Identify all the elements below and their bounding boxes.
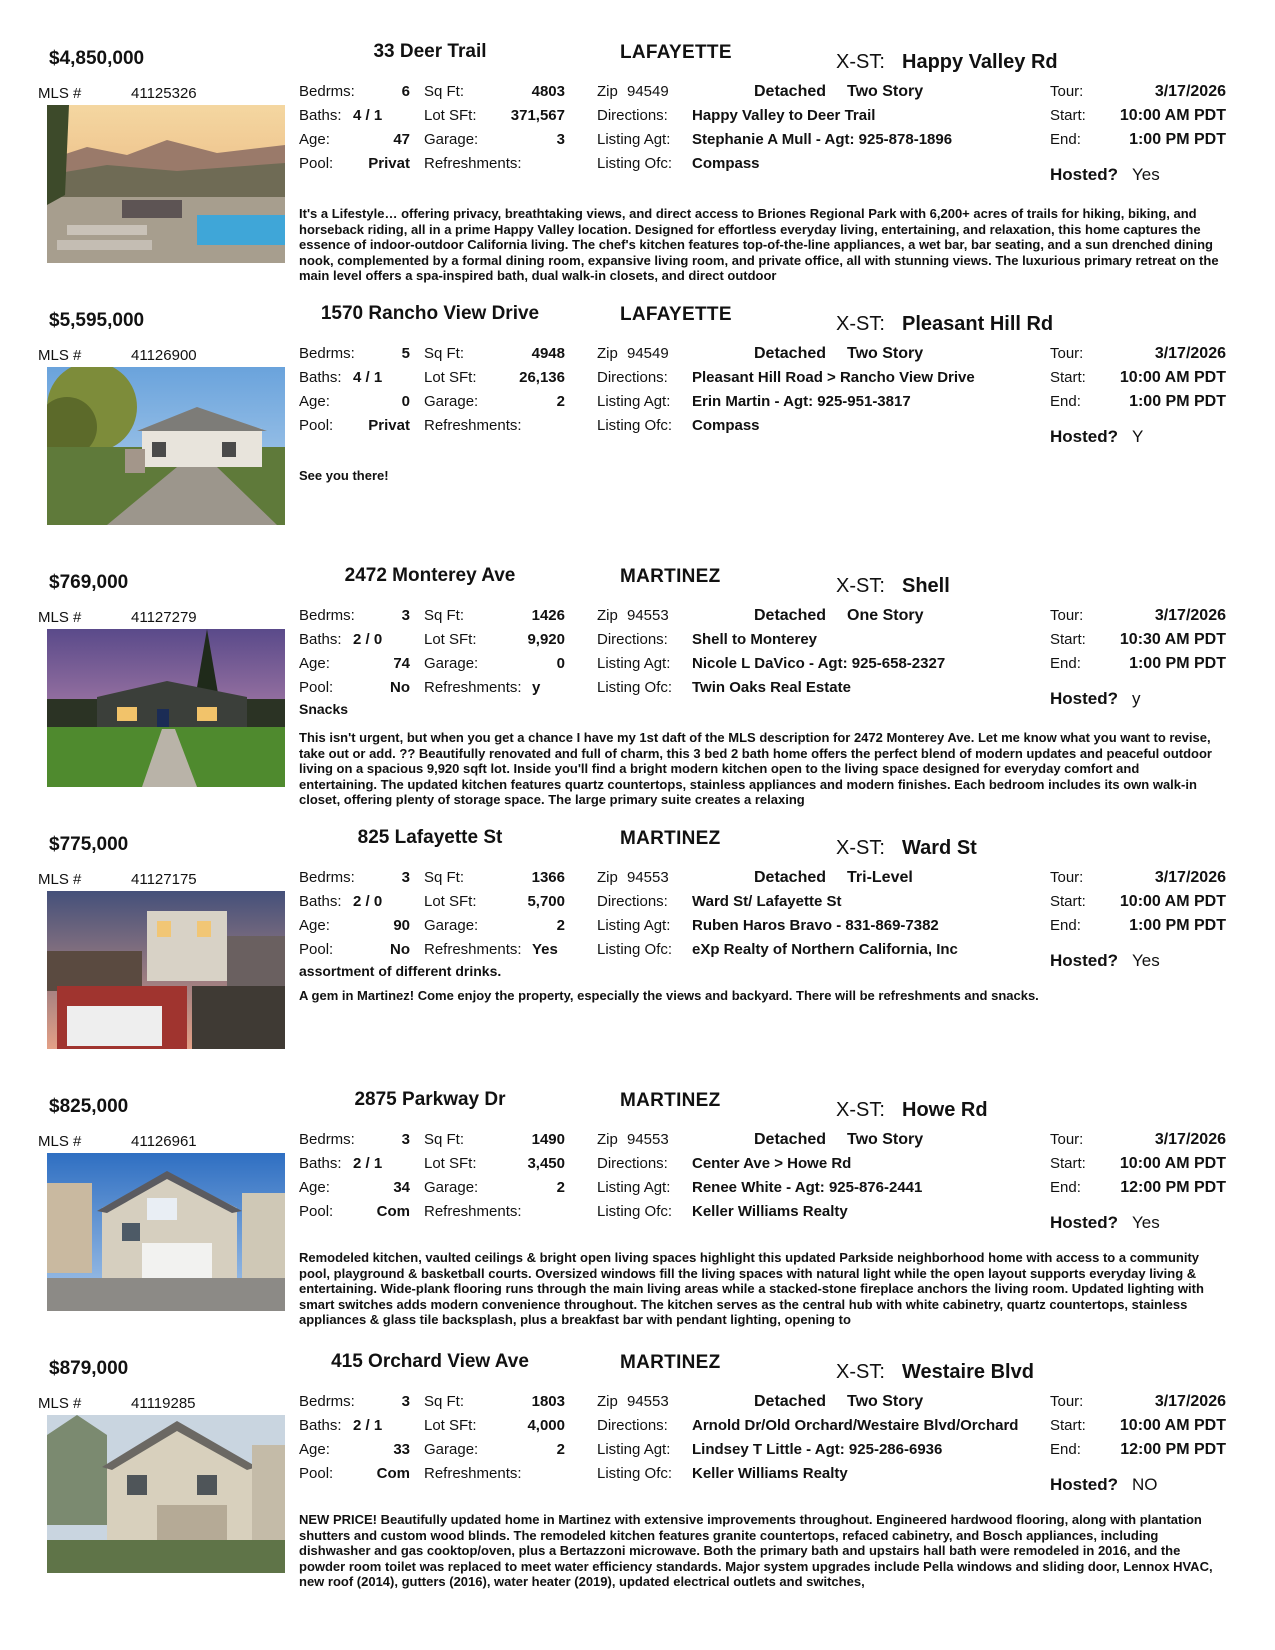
end-label: End: (1050, 1441, 1081, 1458)
cross-street-value: Ward St (902, 837, 977, 859)
listing-office-value: Keller Williams Realty (692, 1465, 848, 1482)
zip-value: 94549 (627, 83, 669, 100)
listing-office-label: Listing Ofc: (597, 941, 673, 958)
tour-date: 3/17/2026 (1154, 83, 1226, 100)
start-time: 10:00 AM PDT (1119, 107, 1226, 124)
sqft-value: 4803 (531, 83, 565, 100)
lotsft-label: Lot SFt: (424, 1155, 477, 1172)
garage-label: Garage: (424, 1441, 479, 1458)
refreshments-label: Refreshments: (424, 941, 522, 958)
listing-address: 33 Deer Trail (373, 41, 487, 62)
end-label: End: (1050, 655, 1081, 672)
listing-description: Remodeled kitchen, vaulted ceilings & bright open living spaces highlight this updated Parkside neighborhood home with access to a community pool, playground & basketball courts. Oversized windows fill the living spaces with natural light while the open layout supports everyday living & entertaining. Wide-plank flooring runs through the main living areas while a stacked-stone fireplace anchors the living room. Updated lighting with smart switches adds modern convenience throughout. The kitchen serves as the central hub with white cabinetry, quartz countertops, stainless appliances & glass tile backsplash, plus a breakfast bar with pendant lighting, opening to (299, 1250, 1204, 1328)
hosted-value: NO (1132, 1475, 1158, 1494)
lotsft-label: Lot SFt: (424, 631, 477, 648)
directions-value: Arnold Dr/Old Orchard/Westaire Blvd/Orchard (692, 1417, 1019, 1434)
property-type: Detached (754, 1131, 827, 1148)
listing-agent-value[interactable]: Renee White - Agt: 925-876-2441 (692, 1179, 923, 1196)
age-label: Age: (299, 1179, 330, 1196)
mls-number: 41119285 (131, 1395, 196, 1412)
sqft-value: 1803 (531, 1393, 565, 1410)
tour-date: 3/17/2026 (1154, 345, 1226, 362)
property-style: Two Story (847, 1131, 924, 1148)
baths-value: 4 / 1 (353, 369, 383, 386)
directions-label: Directions: (597, 631, 668, 648)
lotsft-value: 3,450 (527, 1155, 565, 1172)
refreshments-note: Snacks (299, 701, 349, 717)
zip-label: Zip (597, 869, 618, 886)
tour-date: 3/17/2026 (1154, 607, 1226, 624)
cross-street-label: X-ST: (836, 575, 885, 597)
bedrms-label: Bedrms: (299, 83, 355, 100)
listing-card (0, 300, 1275, 562)
tour-label: Tour: (1050, 607, 1084, 624)
hosted-value: y (1132, 689, 1141, 708)
tour-date: 3/17/2026 (1154, 1131, 1226, 1148)
start-time: 10:00 AM PDT (1119, 369, 1226, 386)
listing-office-value: Compass (692, 155, 760, 172)
zip-value: 94553 (627, 1131, 669, 1148)
garage-value: 3 (556, 131, 565, 148)
start-time: 10:00 AM PDT (1119, 893, 1226, 910)
listing-description: A gem in Martinez! Come enjoy the property, especially the views and backyard. There will be refreshments and snacks. (299, 988, 1039, 1003)
listing-card (0, 38, 1275, 300)
listing-city: LAFAYETTE (620, 304, 732, 325)
listing-agent-value[interactable]: Lindsey T Little - Agt: 925-286-6936 (692, 1441, 943, 1458)
listing-agent-label: Listing Agt: (597, 131, 671, 148)
tour-label: Tour: (1050, 83, 1084, 100)
end-label: End: (1050, 393, 1081, 410)
mls-label: MLS # (38, 1133, 82, 1150)
age-label: Age: (299, 917, 330, 934)
mls-label: MLS # (38, 871, 82, 888)
listing-address: 825 Lafayette St (357, 827, 503, 848)
start-label: Start: (1050, 1155, 1086, 1172)
zip-label: Zip (597, 345, 618, 362)
tour-label: Tour: (1050, 1131, 1084, 1148)
property-style: Two Story (847, 83, 924, 100)
hosted-label: Hosted? (1050, 1213, 1118, 1232)
property-photo (47, 367, 285, 525)
refreshments-value: y (532, 679, 541, 696)
sqft-label: Sq Ft: (424, 345, 465, 362)
lotsft-label: Lot SFt: (424, 369, 477, 386)
cross-street-label: X-ST: (836, 1361, 885, 1383)
listing-price: $775,000 (49, 834, 129, 855)
directions-value: Ward St/ Lafayette St (692, 893, 842, 910)
mls-label: MLS # (38, 1395, 82, 1412)
garage-value: 2 (556, 1179, 565, 1196)
bedrms-value: 3 (401, 607, 410, 624)
mls-number: 41127279 (131, 609, 197, 626)
directions-value: Center Ave > Howe Rd (692, 1155, 852, 1172)
directions-value: Pleasant Hill Road > Rancho View Drive (692, 369, 975, 386)
lotsft-value: 371,567 (510, 107, 565, 124)
bedrms-value: 6 (401, 83, 410, 100)
lotsft-label: Lot SFt: (424, 1417, 477, 1434)
zip-label: Zip (597, 607, 618, 624)
mls-number: 41125326 (131, 85, 197, 102)
listing-city: MARTINEZ (620, 1352, 721, 1373)
tour-date: 3/17/2026 (1154, 869, 1226, 886)
sqft-value: 4948 (531, 345, 565, 362)
pool-value: Com (376, 1465, 410, 1482)
garage-label: Garage: (424, 655, 479, 672)
directions-value: Shell to Monterey (692, 631, 818, 648)
property-style: Two Story (847, 1393, 924, 1410)
start-label: Start: (1050, 893, 1086, 910)
refreshments-value: Yes (532, 941, 558, 958)
age-label: Age: (299, 131, 330, 148)
baths-label: Baths: (299, 1417, 342, 1434)
listing-agent-value[interactable]: Erin Martin - Agt: 925-951-3817 (692, 393, 911, 410)
listing-address: 415 Orchard View Ave (331, 1351, 529, 1372)
baths-label: Baths: (299, 369, 342, 386)
pool-value: Privat (368, 155, 410, 172)
start-label: Start: (1050, 369, 1086, 386)
listing-agent-label: Listing Agt: (597, 393, 671, 410)
lotsft-value: 26,136 (519, 369, 565, 386)
listing-agent-label: Listing Agt: (597, 655, 671, 672)
hosted-value: Yes (1132, 1213, 1160, 1232)
listing-office-label: Listing Ofc: (597, 417, 673, 434)
hosted-label: Hosted? (1050, 689, 1118, 708)
end-time: 12:00 PM PDT (1120, 1441, 1226, 1458)
property-photo (47, 629, 285, 787)
property-style: One Story (847, 607, 924, 624)
cross-street-value: Howe Rd (902, 1099, 988, 1121)
garage-value: 2 (556, 917, 565, 934)
listing-city: MARTINEZ (620, 828, 721, 849)
start-label: Start: (1050, 1417, 1086, 1434)
property-style: Tri-Level (847, 869, 913, 886)
pool-label: Pool: (299, 679, 334, 696)
listing-office-label: Listing Ofc: (597, 1203, 673, 1220)
lotsft-value: 4,000 (527, 1417, 565, 1434)
hosted-label: Hosted? (1050, 951, 1118, 970)
listing-card (0, 1086, 1275, 1348)
end-time: 1:00 PM PDT (1129, 393, 1226, 410)
lotsft-label: Lot SFt: (424, 107, 477, 124)
property-type: Detached (754, 869, 827, 886)
listing-description: NEW PRICE! Beautifully updated home in Martinez with extensive improvements throughout. Engineered hardwood flooring, along with plantation shutters and custom wood blinds. The remodeled kitchen features granite countertops, refaced cabinetry, and Bosch appliances, including dishwasher and gas cooktop/oven, plus a Bertazzoni microwave. Both the primary bath and upstairs hall bath were remodeled in 2016, and the powder room toilet was replaced to meet water efficiency standards. Major system upgrades include Pella windows and sliding door, Lennox HVAC, new roof (2014), gutters (2016), water heater (2019), updated electrical outlets and switches, (299, 1512, 1213, 1590)
listing-address: 2875 Parkway Dr (354, 1089, 506, 1110)
mls-number: 41127175 (131, 871, 197, 888)
pool-value: Com (376, 1203, 410, 1220)
zip-label: Zip (597, 1393, 618, 1410)
hosted-value: Yes (1132, 165, 1160, 184)
zip-label: Zip (597, 83, 618, 100)
cross-street-label: X-ST: (836, 51, 885, 73)
baths-label: Baths: (299, 1155, 342, 1172)
bedrms-value: 3 (401, 1131, 410, 1148)
hosted-value: Yes (1132, 951, 1160, 970)
property-type: Detached (754, 345, 827, 362)
tour-label: Tour: (1050, 345, 1084, 362)
end-label: End: (1050, 917, 1081, 934)
hosted-label: Hosted? (1050, 165, 1118, 184)
baths-value: 2 / 1 (353, 1417, 383, 1434)
garage-label: Garage: (424, 131, 479, 148)
hosted-value: Y (1132, 427, 1144, 446)
property-style: Two Story (847, 345, 924, 362)
garage-value: 0 (556, 655, 565, 672)
sqft-label: Sq Ft: (424, 869, 465, 886)
pool-label: Pool: (299, 417, 334, 434)
baths-value: 2 / 0 (353, 631, 383, 648)
refreshments-label: Refreshments: (424, 1203, 522, 1220)
listing-city: LAFAYETTE (620, 42, 732, 63)
refreshments-note: assortment of different drinks. (299, 963, 502, 979)
end-time: 12:00 PM PDT (1120, 1179, 1226, 1196)
directions-value: Happy Valley to Deer Trail (692, 107, 876, 124)
pool-label: Pool: (299, 1465, 334, 1482)
pool-label: Pool: (299, 1203, 334, 1220)
property-photo (47, 1153, 285, 1311)
baths-value: 2 / 0 (353, 893, 383, 910)
hosted-label: Hosted? (1050, 1475, 1118, 1494)
listing-description: It's a Lifestyle… offering privacy, breathtaking views, and direct access to Briones Regional Park with 6,200+ acres of trails for hiking, biking, and horseback riding, all in a prime Happy Valley location. Designed for effortless everyday living, entertaining, and relaxation, this home captures the essence of indoor-outdoor California living. The chef's kitchen features top-of-the-line appliances, a wet bar, bar seating, and a sun drenched dining nook, complemented by a formal dining room, expansive living room, and private office, all with stunning views. The luxurious primary retreat on the main level offers a spa-inspired bath, dual walk-in closets, and direct outdoor (299, 206, 1219, 284)
lotsft-value: 9,920 (527, 631, 565, 648)
end-time: 1:00 PM PDT (1129, 917, 1226, 934)
directions-label: Directions: (597, 369, 668, 386)
sqft-label: Sq Ft: (424, 83, 465, 100)
sqft-value: 1426 (531, 607, 565, 624)
listing-price: $769,000 (49, 572, 129, 593)
garage-value: 2 (556, 1441, 565, 1458)
listing-city: MARTINEZ (620, 566, 721, 587)
refreshments-label: Refreshments: (424, 1465, 522, 1482)
pool-value: Privat (368, 417, 410, 434)
garage-label: Garage: (424, 1179, 479, 1196)
garage-label: Garage: (424, 393, 479, 410)
listing-office-value: Compass (692, 417, 760, 434)
tour-label: Tour: (1050, 1393, 1084, 1410)
zip-value: 94549 (627, 345, 669, 362)
directions-label: Directions: (597, 893, 668, 910)
listing-office-value: eXp Realty of Northern California, Inc (692, 941, 958, 958)
listing-address: 2472 Monterey Ave (344, 565, 516, 586)
sqft-label: Sq Ft: (424, 1131, 465, 1148)
baths-label: Baths: (299, 107, 342, 124)
directions-label: Directions: (597, 1417, 668, 1434)
start-label: Start: (1050, 107, 1086, 124)
listing-price: $4,850,000 (49, 48, 145, 69)
mls-label: MLS # (38, 609, 82, 626)
bedrms-value: 5 (401, 345, 410, 362)
listing-card (0, 1348, 1275, 1610)
refreshments-label: Refreshments: (424, 155, 522, 172)
property-photo (47, 891, 285, 1049)
pool-label: Pool: (299, 155, 334, 172)
age-label: Age: (299, 1441, 330, 1458)
tour-label: Tour: (1050, 869, 1084, 886)
cross-street-value: Happy Valley Rd (902, 51, 1058, 73)
bedrms-label: Bedrms: (299, 1131, 355, 1148)
listing-agent-label: Listing Agt: (597, 1441, 671, 1458)
listing-office-value: Twin Oaks Real Estate (692, 679, 851, 696)
refreshments-label: Refreshments: (424, 417, 522, 434)
directions-label: Directions: (597, 107, 668, 124)
cross-street-value: Shell (902, 575, 950, 597)
cross-street-label: X-ST: (836, 837, 885, 859)
sqft-value: 1490 (531, 1131, 565, 1148)
listing-address: 1570 Rancho View Drive (320, 303, 540, 324)
bedrms-value: 3 (401, 869, 410, 886)
lotsft-label: Lot SFt: (424, 893, 477, 910)
property-type: Detached (754, 83, 827, 100)
pool-value: No (390, 941, 410, 958)
start-label: Start: (1050, 631, 1086, 648)
directions-label: Directions: (597, 1155, 668, 1172)
listing-card (0, 562, 1275, 824)
hosted-label: Hosted? (1050, 427, 1118, 446)
listing-price: $825,000 (49, 1096, 129, 1117)
listing-office-value: Keller Williams Realty (692, 1203, 848, 1220)
zip-value: 94553 (627, 607, 669, 624)
property-photo (47, 105, 285, 263)
age-value: 34 (393, 1179, 410, 1196)
age-value: 33 (393, 1441, 410, 1458)
listing-card (0, 824, 1275, 1086)
mls-label: MLS # (38, 85, 82, 102)
property-photo (47, 1415, 285, 1573)
zip-value: 94553 (627, 869, 669, 886)
start-time: 10:30 AM PDT (1119, 631, 1226, 648)
end-label: End: (1050, 1179, 1081, 1196)
end-time: 1:00 PM PDT (1129, 655, 1226, 672)
sqft-label: Sq Ft: (424, 607, 465, 624)
baths-value: 2 / 1 (353, 1155, 383, 1172)
age-label: Age: (299, 393, 330, 410)
bedrms-label: Bedrms: (299, 1393, 355, 1410)
mls-label: MLS # (38, 347, 82, 364)
start-time: 10:00 AM PDT (1119, 1417, 1226, 1434)
age-label: Age: (299, 655, 330, 672)
bedrms-value: 3 (401, 1393, 410, 1410)
bedrms-label: Bedrms: (299, 607, 355, 624)
age-value: 47 (393, 131, 410, 148)
pool-label: Pool: (299, 941, 334, 958)
listing-agent-value[interactable]: Ruben Haros Bravo - 831-869-7382 (692, 917, 939, 934)
cross-street-value: Westaire Blvd (902, 1361, 1034, 1383)
listing-office-label: Listing Ofc: (597, 679, 673, 696)
listing-agent-label: Listing Agt: (597, 1179, 671, 1196)
listing-description: See you there! (299, 468, 389, 483)
listing-price: $5,595,000 (49, 310, 145, 331)
mls-number: 41126900 (131, 347, 197, 364)
sqft-label: Sq Ft: (424, 1393, 465, 1410)
cross-street-label: X-ST: (836, 1099, 885, 1121)
listing-agent-label: Listing Agt: (597, 917, 671, 934)
lotsft-value: 5,700 (527, 893, 565, 910)
listing-office-label: Listing Ofc: (597, 1465, 673, 1482)
baths-value: 4 / 1 (353, 107, 383, 124)
listing-city: MARTINEZ (620, 1090, 721, 1111)
age-value: 0 (401, 393, 410, 410)
cross-street-value: Pleasant Hill Rd (902, 313, 1054, 335)
end-label: End: (1050, 131, 1081, 148)
property-type: Detached (754, 1393, 827, 1410)
listing-price: $879,000 (49, 1358, 129, 1379)
listing-agent-value[interactable]: Stephanie A Mull - Agt: 925-878-1896 (692, 131, 953, 148)
baths-label: Baths: (299, 631, 342, 648)
age-value: 74 (393, 655, 410, 672)
age-value: 90 (393, 917, 410, 934)
listing-agent-value[interactable]: Nicole L DaVico - Agt: 925-658-2327 (692, 655, 946, 672)
refreshments-label: Refreshments: (424, 679, 522, 696)
zip-value: 94553 (627, 1393, 669, 1410)
listing-office-label: Listing Ofc: (597, 155, 673, 172)
start-time: 10:00 AM PDT (1119, 1155, 1226, 1172)
listing-description: This isn't urgent, but when you get a chance I have my 1st daft of the MLS description for 2472 Monterey Ave. Let me know what you want to revise, take out or add. ?? Beautifully renovated and full of charm, this 3 bed 2 bath home offers the perfect blend of modern updates and peaceful outdoor living on a spacious 9,920 sqft lot. Inside you'll find a bright modern kitchen open to the living space designed for everyday comfort and entertaining. The updated kitchen features quartz countertops, stainless appliances and modern finishes. Each bedroom includes its own walk-in closet, offering plenty of storage space. The large primary suite creates a relaxing (299, 730, 1212, 808)
end-time: 1:00 PM PDT (1129, 131, 1226, 148)
cross-street-label: X-ST: (836, 313, 885, 335)
zip-label: Zip (597, 1131, 618, 1148)
bedrms-label: Bedrms: (299, 869, 355, 886)
bedrms-label: Bedrms: (299, 345, 355, 362)
property-type: Detached (754, 607, 827, 624)
garage-value: 2 (556, 393, 565, 410)
garage-label: Garage: (424, 917, 479, 934)
pool-value: No (390, 679, 410, 696)
sqft-value: 1366 (531, 869, 565, 886)
baths-label: Baths: (299, 893, 342, 910)
tour-date: 3/17/2026 (1154, 1393, 1226, 1410)
mls-number: 41126961 (131, 1133, 197, 1150)
